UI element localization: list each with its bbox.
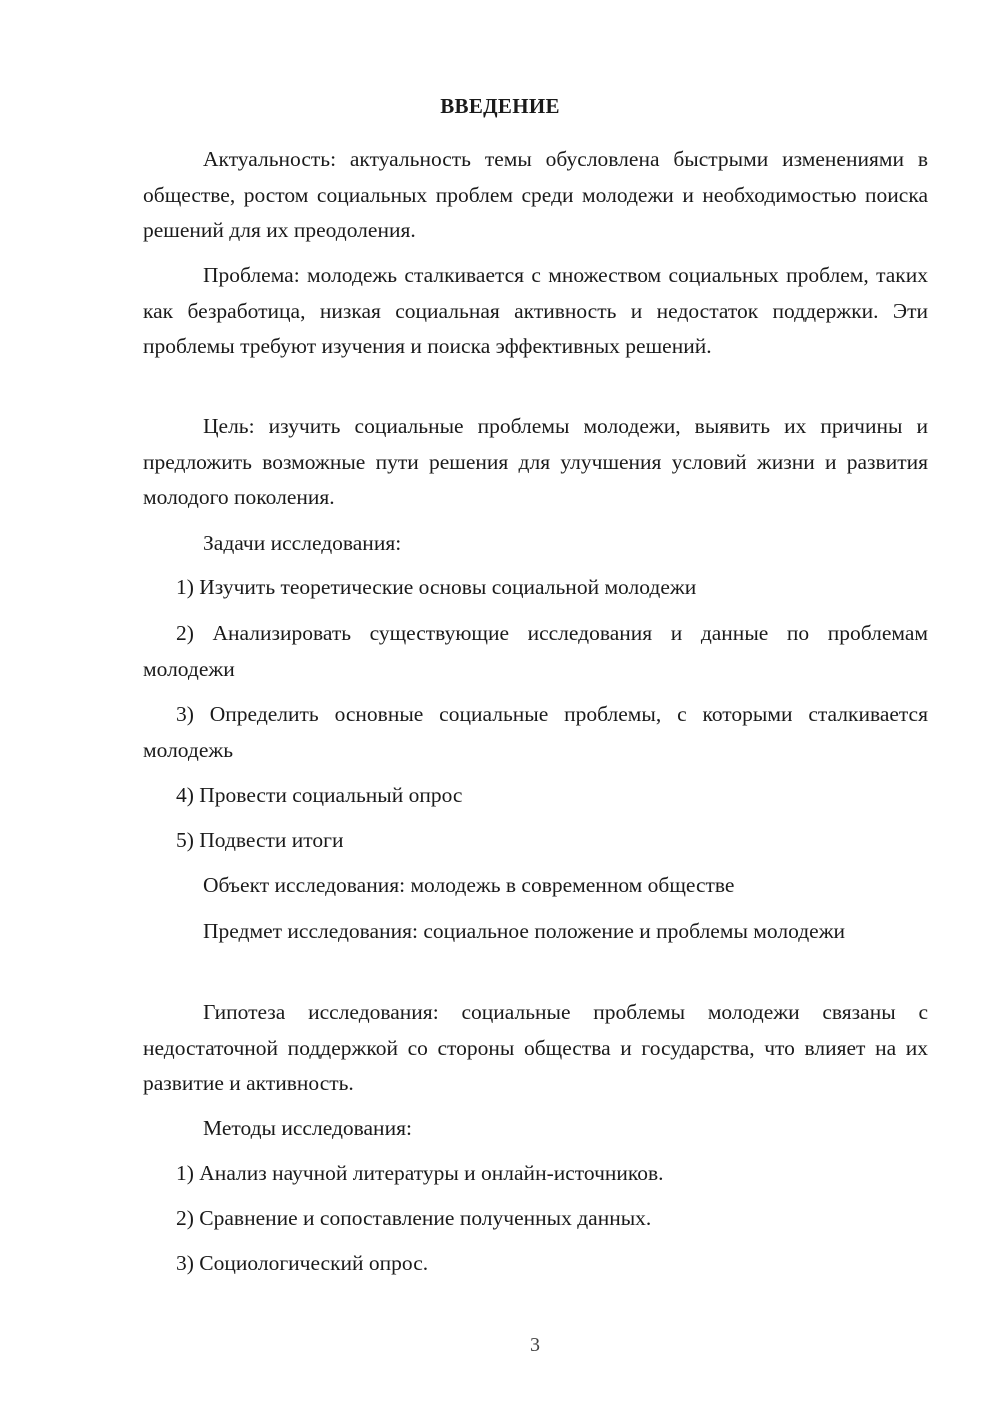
task-item-1: 1) Изучить теоретические основы социальной молодежи: [176, 575, 697, 599]
task-item-4: 4) Провести социальный опрос: [176, 783, 463, 807]
task-item-5: 5) Подвести итоги: [176, 828, 344, 852]
method-item-2: 2) Сравнение и сопоставление полученных данных.: [176, 1206, 652, 1230]
paragraph-hypothesis: Гипотеза исследования: социальные проблемы молодежи связаны с недостаточной поддержкой со стороны общества и государства, что влияет на их развитие и активность.: [143, 1000, 928, 1095]
method-item-1: 1) Анализ научной литературы и онлайн-источников.: [176, 1161, 664, 1185]
page-title: ВВЕДЕНИЕ: [440, 94, 560, 118]
paragraph-tasks-heading: Задачи исследования:: [203, 531, 402, 555]
paragraph-object: Объект исследования: молодежь в современном обществе: [203, 873, 735, 897]
paragraph-methods-heading: Методы исследования:: [203, 1116, 412, 1140]
paragraph-subject: Предмет исследования: социальное положение и проблемы молодежи: [203, 919, 846, 943]
task-item-3: 3) Определить основные социальные проблемы, с которыми сталкивается молодежь: [143, 702, 928, 762]
paragraph-goal: Цель: изучить социальные проблемы молодежи, выявить их причины и предложить возможные пути решения для улучшения условий жизни и развития молодого поколения.: [143, 414, 928, 509]
page-number: 3: [530, 1334, 540, 1356]
paragraph-relevance: Актуальность: актуальность темы обусловлена быстрыми изменениями в обществе, ростом социальных проблем среди молодежи и необходимостью поиска решений для их преодоления.: [143, 147, 928, 242]
task-item-2: 2) Анализировать существующие исследования и данные по проблемам молодежи: [143, 621, 928, 681]
paragraph-problem: Проблема: молодежь сталкивается с множеством социальных проблем, таких как безработица, низкая социальная активность и недостаток поддержки. Эти проблемы требуют изучения и поиска эффективных решений.: [143, 263, 928, 358]
method-item-3: 3) Социологический опрос.: [176, 1251, 429, 1275]
